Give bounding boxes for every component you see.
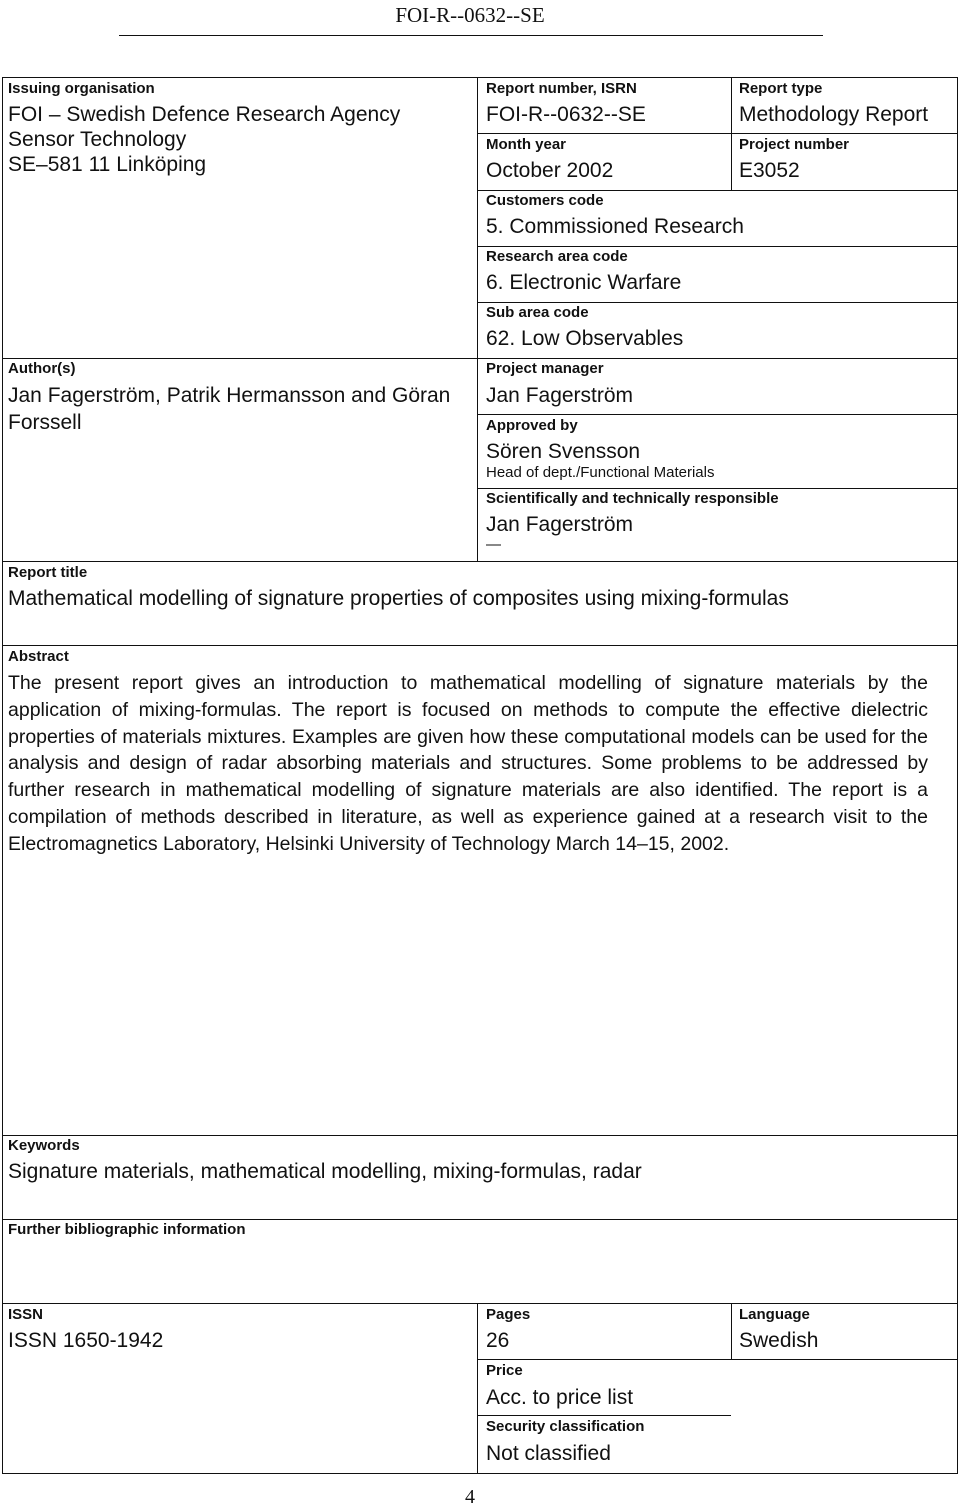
sci-responsible-dash: — xyxy=(486,536,501,553)
report-title-label: Report title xyxy=(8,564,88,581)
pages-value: 26 xyxy=(486,1329,510,1352)
issuing-organisation-line2: Sensor Technology xyxy=(8,128,187,151)
rule-customers-code xyxy=(477,246,958,247)
issn-value: ISSN 1650-1942 xyxy=(8,1329,164,1352)
rule-further-info xyxy=(2,1303,958,1304)
rule-keywords xyxy=(2,1219,958,1220)
sub-area-value: 62. Low Observables xyxy=(486,327,684,350)
language-label: Language xyxy=(739,1306,810,1323)
rule-research-area xyxy=(477,302,958,303)
issuing-organisation-line1: FOI – Swedish Defence Research Agency xyxy=(8,103,401,126)
sci-responsible-label: Scientifically and technically responsible xyxy=(486,490,779,507)
authors-line1: Jan Fagerström, Patrik Hermansson and Göran xyxy=(8,384,451,407)
report-type-label: Report type xyxy=(739,80,823,97)
issuing-organisation-line3: SE–581 11 Linköping xyxy=(8,153,207,176)
rule-report-number xyxy=(477,133,958,134)
pages-label: Pages xyxy=(486,1306,531,1323)
sub-area-label: Sub area code xyxy=(486,304,589,321)
abstract-label: Abstract xyxy=(8,648,69,665)
document-code-header: FOI-R--0632--SE xyxy=(395,3,545,27)
rule-report-title xyxy=(2,645,958,646)
header-rule xyxy=(119,35,823,36)
rule-approved-by xyxy=(477,488,958,489)
sci-responsible-value: Jan Fagerström xyxy=(486,513,634,536)
bottom-column-divider xyxy=(477,1303,478,1474)
rule-abstract xyxy=(2,1135,958,1136)
report-number-label: Report number, ISRN xyxy=(486,80,637,97)
issuing-organisation-label: Issuing organisation xyxy=(8,80,155,97)
further-info-label: Further bibliographic information xyxy=(8,1221,246,1238)
price-value: Acc. to price list xyxy=(486,1386,634,1409)
month-year-value: October 2002 xyxy=(486,159,614,182)
rule-month-year xyxy=(477,190,958,191)
keywords-label: Keywords xyxy=(8,1137,80,1154)
report-type-value: Methodology Report xyxy=(739,103,929,126)
keywords-value: Signature materials, mathematical modelling, mixing-formulas, radar xyxy=(8,1160,642,1183)
page-number: 4 xyxy=(465,1486,475,1508)
report-number-value: FOI-R--0632--SE xyxy=(486,103,646,126)
bottom-right-divider xyxy=(731,1303,732,1359)
project-number-value: E3052 xyxy=(739,159,800,182)
month-year-label: Month year xyxy=(486,136,567,153)
rule-project-manager xyxy=(477,414,958,415)
security-label: Security classification xyxy=(486,1418,645,1435)
project-manager-label: Project manager xyxy=(486,360,604,377)
customers-code-label: Customers code xyxy=(486,192,604,209)
approved-by-note: Head of dept./Functional Materials xyxy=(486,464,715,481)
rule-responsible xyxy=(2,561,958,562)
authors-label: Author(s) xyxy=(8,360,76,377)
security-value: Not classified xyxy=(486,1442,611,1465)
approved-by-label: Approved by xyxy=(486,417,578,434)
language-value: Swedish xyxy=(739,1329,819,1352)
rule-sub-area xyxy=(2,358,958,359)
authors-line2: Forssell xyxy=(8,411,82,434)
rule-price xyxy=(477,1415,731,1416)
research-area-label: Research area code xyxy=(486,248,628,265)
approved-by-value: Sören Svensson xyxy=(486,440,641,463)
project-number-label: Project number xyxy=(739,136,850,153)
abstract-text: The present report gives an introduction to mathematical modelling of signature materials by the application of mixing-formulas. The report is focused on methods to compute the effective dielectric properties of materials mixtures. Examples are given how these computational models can be used for the analysis and design of radar absorbing materials and structures. Some problems to be addressed by further research in mathematical modelling of signature materials are also identified. The report is a compilation of methods described in literature, as well as experience gained at a research visit to the Electromagnetics Laboratory, Helsinki University of Technology March 14–15, 2002. xyxy=(8,672,928,855)
project-manager-value: Jan Fagerström xyxy=(486,384,634,407)
price-label: Price xyxy=(486,1362,523,1379)
rule-pages xyxy=(477,1359,958,1360)
customers-code-value: 5. Commissioned Research xyxy=(486,215,744,238)
research-area-value: 6. Electronic Warfare xyxy=(486,271,682,294)
issn-label: ISSN xyxy=(8,1306,44,1323)
report-title-value: Mathematical modelling of signature properties of composites using mixing-formulas xyxy=(8,587,789,610)
